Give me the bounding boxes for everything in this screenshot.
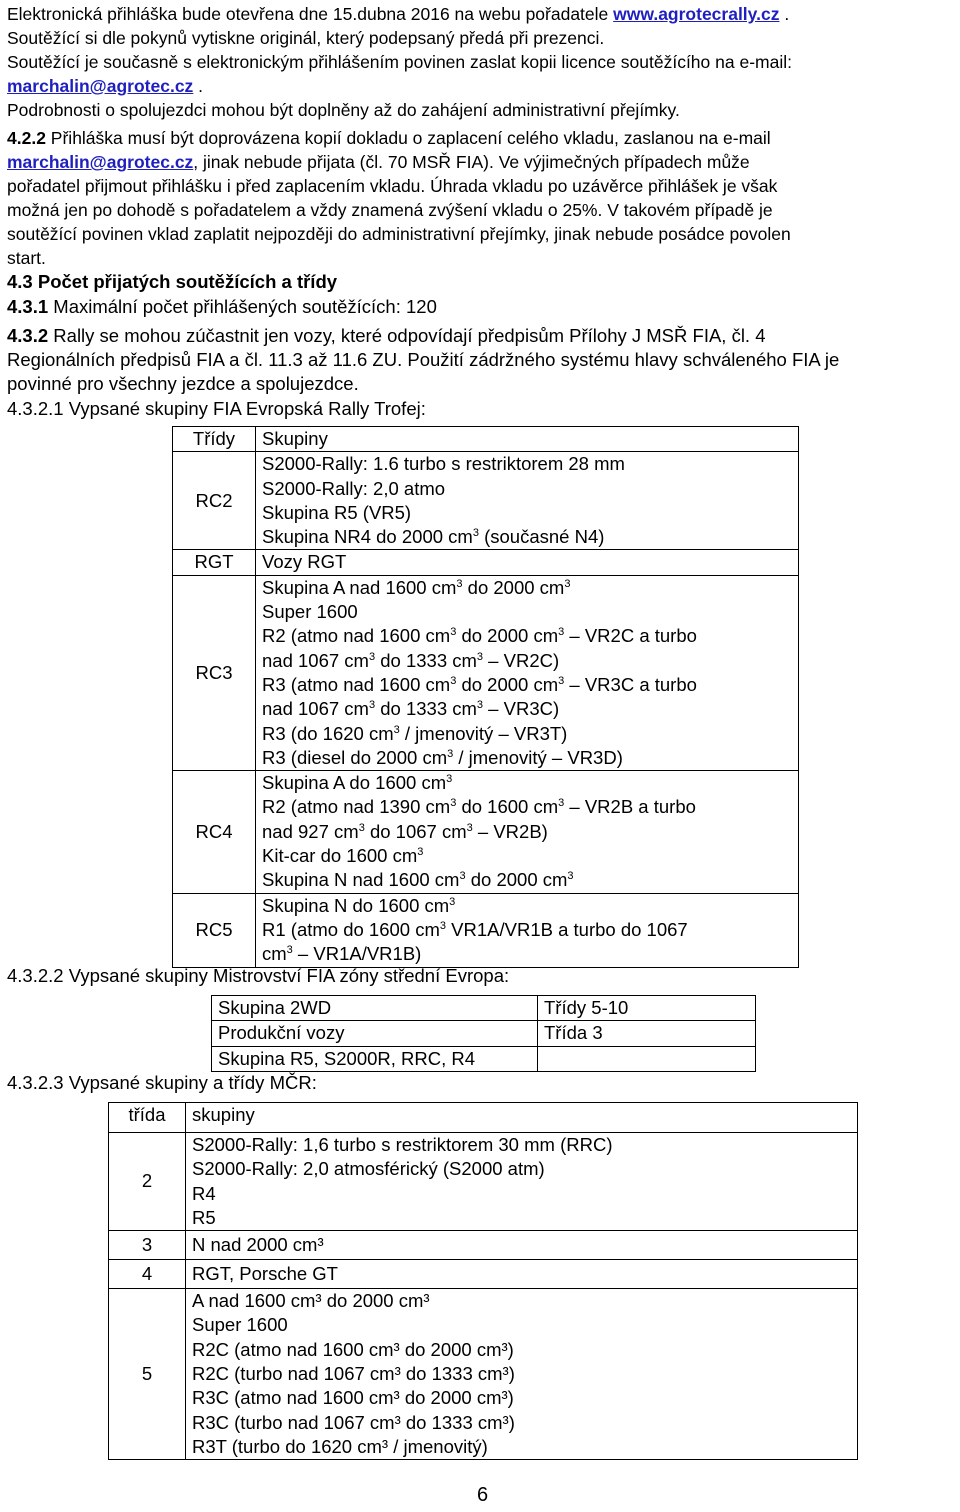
sup: 3 [466,821,473,834]
group-line [262,771,792,795]
group-line [262,942,792,966]
groups-cell: N nad 2000 cm³ [186,1231,858,1260]
text: do 2000 cm [465,869,568,891]
group-line [262,868,792,892]
group-line: S2000-Rally: 1.6 turbo s restriktorem 28 mm [262,453,625,475]
group-line: Skupina R5 (VR5) [262,501,412,523]
class-cell: RC5 [173,893,256,967]
text: Přihláška musí být doprovázena kopií dokladu o zaplacení celého vkladu, zaslanou na e-mail [45,128,771,148]
group-line: R3C (turbo nad 1067 cm³ do 1333 cm³) [192,1411,515,1433]
text: VR1A/VR1B a turbo do 1067 [446,918,688,940]
text: do 1333 cm [375,649,477,671]
table-row [109,1260,858,1289]
class-cell: 3 [109,1231,186,1260]
class-cell: RC4 [173,771,256,893]
section-4-3-2-3-title: 4.3.2.3 Vypsané skupiny a třídy MČR: [7,1072,317,1093]
table-cell: Skupina R5, S2000R, RRC, R4 [212,1046,538,1071]
groups-cell: RGT, Porsche GT [186,1260,858,1289]
text: do 2000 cm [456,673,559,695]
text: – VR2B) [472,820,548,842]
sup: 3 [567,870,574,883]
sup: 3 [450,797,457,810]
sup: 3 [472,527,479,540]
group-line [262,673,792,697]
table-row [212,1021,756,1046]
group-line: R5 [192,1206,216,1228]
section-4-3-2-line-2: Regionálních předpisů FIA a čl. 11.3 až 11.6 ZU. Použití zádržného systému hlavy schváleného FIA je [7,349,840,370]
text: do 2000 cm [462,576,565,598]
sup: 3 [368,699,376,712]
sup: 3 [476,650,484,663]
sup: 3 [449,895,456,908]
table-cell [538,1046,756,1071]
section-number: 4.2.2 [7,128,46,148]
group-line: A nad 1600 cm³ do 2000 cm³ [192,1290,430,1312]
text: R2 (atmo nad 1390 cm [262,796,451,818]
text: do 1333 cm [375,698,477,720]
text: – VR2B a turbo [564,796,696,818]
text: Maximální počet přihlášených soutěžících: 120 [48,296,437,317]
text: Skupina N nad 1600 cm [262,869,460,891]
table-row [109,1231,858,1260]
text: cm [262,943,287,965]
mcr-groups-table [108,1102,858,1460]
table-row [109,1133,858,1231]
group-line [262,894,792,918]
sup: 3 [564,577,571,590]
registration-open-line [7,2,789,26]
group-line: S2000-Rally: 2,0 atmo [262,477,446,499]
text: – VR3C) [483,698,560,720]
section-number: 4.3.1 [7,296,49,317]
text: – VR1A/VR1B) [292,943,422,965]
group-line: R3T (turbo do 1620 cm³ / jmenovitý) [192,1435,488,1457]
text: / jmenovitý – VR3T) [399,722,568,744]
group-line: Super 1600 [192,1314,288,1336]
groups-cell [186,1289,858,1460]
text: nad 927 cm [262,820,359,842]
text: do 1600 cm [456,796,559,818]
text: R1 (atmo do 1600 cm [262,918,440,940]
sup: 3 [450,626,457,639]
section-4-3-2-1-title: 4.3.2.1 Vypsané skupiny FIA Evropská Rally Trofej: [7,398,426,419]
cez-groups-table [211,995,756,1072]
table-row [173,575,799,770]
groups-cell [256,771,799,893]
print-original-line: Soutěžící si dle pokynů vytiskne originál, který podepsaný předá při prezenci. [7,28,605,48]
co-driver-line: Podrobnosti o spolujezdci mohou být doplněny až do zahájení administrativní přejímky. [7,100,680,120]
section-number: 4.3.2 [7,325,49,346]
section-4-2-2-line-2 [7,150,750,174]
section-4-2-2-line-3: pořadatel přijmout přihlášku i před zaplacením vkladu. Úhrada vkladu po uzávěrce přihlášek je však [7,176,778,196]
section-4-2-2-line-1 [7,126,953,150]
header-groups: Skupiny [256,427,799,452]
groups-cell [256,575,799,770]
class-cell: 5 [109,1289,186,1460]
group-line [262,697,792,721]
section-4-2-2-line-6: start. [7,248,46,268]
sup: 3 [417,846,424,859]
class-cell: RC3 [173,575,256,770]
sup: 3 [368,650,376,663]
email-link-2[interactable]: marchalin@agrotec.cz [7,152,194,172]
header-groups: skupiny [186,1103,858,1133]
sup: 3 [358,821,365,834]
class-cell: RGT [173,550,256,575]
group-line [262,844,792,868]
table-row [173,550,799,575]
text: . [779,4,790,24]
groups-cell [256,893,799,967]
email-line [7,74,203,98]
group-line [262,649,792,673]
table-cell: Třída 3 [538,1021,756,1046]
sup: 3 [558,674,565,687]
groups-cell [186,1133,858,1231]
text: , jinak nebude přijata (čl. 70 MSŘ FIA). Ve výjimečných případech může [193,152,750,172]
fia-european-trophy-table [172,426,799,968]
licence-copy-line: Soutěžící je současně s elektronickým přihlášením povinen zaslat kopii licence soutěžícího na e-mail: [7,52,792,72]
website-link[interactable]: www.agrotecrally.cz [613,4,780,24]
table-row [173,893,799,967]
table-row [173,771,799,893]
group-line: Super 1600 [262,601,358,623]
sup: 3 [446,773,453,786]
group-line [262,576,792,600]
text: R3 (diesel do 2000 cm [262,746,448,768]
header-classes: Třídy [173,427,256,452]
section-4-3-heading [7,270,337,294]
section-4-2-2-line-4: možná jen po dohodě s pořadatelem a vždy znamená zvýšení vkladu o 25%. V takovém případě je [7,200,773,220]
text: Skupina A do 1600 cm [262,772,447,794]
group-line [262,525,792,549]
text: Rally se mohou zúčastnit jen vozy, které odpovídají předpisům Přílohy J MSŘ FIA, čl. 4 [48,325,766,346]
text: R2 (atmo nad 1600 cm [262,625,451,647]
section-4-3-2-2-title: 4.3.2.2 Vypsané skupiny Mistrovství FIA zóny střední Evropa: [7,965,510,986]
text: R3 (do 1620 cm [262,722,394,744]
text: – VR2C a turbo [564,625,697,647]
sup: 3 [450,674,457,687]
table-row [173,452,799,550]
group-line: R3C (atmo nad 1600 cm³ do 2000 cm³) [192,1387,514,1409]
group-line [262,820,792,844]
text: (současné N4) [478,526,605,548]
text: do 1067 cm [364,820,467,842]
heading-text: 4.3 Počet přijatých soutěžících a třídy [7,271,338,292]
sup: 3 [558,797,565,810]
section-4-3-1 [7,295,437,319]
group-line: R4 [192,1182,216,1204]
table-row [109,1289,858,1460]
class-cell: 2 [109,1133,186,1231]
text: – VR3C a turbo [564,673,697,695]
group-line [262,722,792,746]
text: Skupina NR4 do 2000 cm [262,526,473,548]
sup: 3 [447,747,454,760]
sup: 3 [393,723,400,736]
text: Skupina A nad 1600 cm [262,576,457,598]
sup: 3 [439,919,447,932]
group-line: S2000-Rally: 1,6 turbo s restriktorem 30 mm (RRC) [192,1134,613,1155]
text: nad 1067 cm [262,698,369,720]
table-cell: Produkční vozy [212,1021,538,1046]
group-line: R2C (turbo nad 1067 cm³ do 1333 cm³) [192,1363,515,1385]
groups-cell [256,452,799,550]
table-cell: Třídy 5-10 [538,996,756,1021]
table-header-row [109,1103,858,1133]
table-row [212,1046,756,1071]
table-header-row [173,427,799,452]
groups-cell: Vozy RGT [256,550,799,575]
section-4-2-2-line-5: soutěžící povinen vklad zaplatit nejpozději do administrativní přejímky, jinak nebude posádce povolen [7,224,791,244]
section-4-3-2-line-3: povinné pro všechny jezdce a spolujezdce. [7,373,359,394]
header-class: třída [109,1103,186,1133]
sup: 3 [456,577,463,590]
text: Skupina N do 1600 cm [262,894,450,916]
text: – VR2C) [483,649,560,671]
text: Elektronická přihláška bude otevřena dne 15.dubna 2016 na webu pořadatele [7,4,614,24]
text: . [193,76,204,96]
group-line [262,624,792,648]
group-line: S2000-Rally: 2,0 atmosférický (S2000 atm) [192,1158,545,1180]
table-row [212,996,756,1021]
sup: 3 [459,870,466,883]
text: R3 (atmo nad 1600 cm [262,673,451,695]
text: do 2000 cm [456,625,559,647]
section-4-3-2-line-1 [7,324,766,348]
class-cell: RC2 [173,452,256,550]
email-link[interactable]: marchalin@agrotec.cz [7,76,194,96]
sup: 3 [558,626,565,639]
group-line [262,746,792,770]
sup: 3 [476,699,484,712]
text: / jmenovitý – VR3D) [453,746,623,768]
group-line [262,918,792,942]
group-line [262,795,792,819]
text: nad 1067 cm [262,649,369,671]
class-cell: 4 [109,1260,186,1289]
page-number: 6 [477,1484,489,1506]
group-line: R2C (atmo nad 1600 cm³ do 2000 cm³) [192,1338,514,1360]
table-cell: Skupina 2WD [212,996,538,1021]
sup: 3 [286,944,293,957]
text: Kit-car do 1600 cm [262,845,418,867]
